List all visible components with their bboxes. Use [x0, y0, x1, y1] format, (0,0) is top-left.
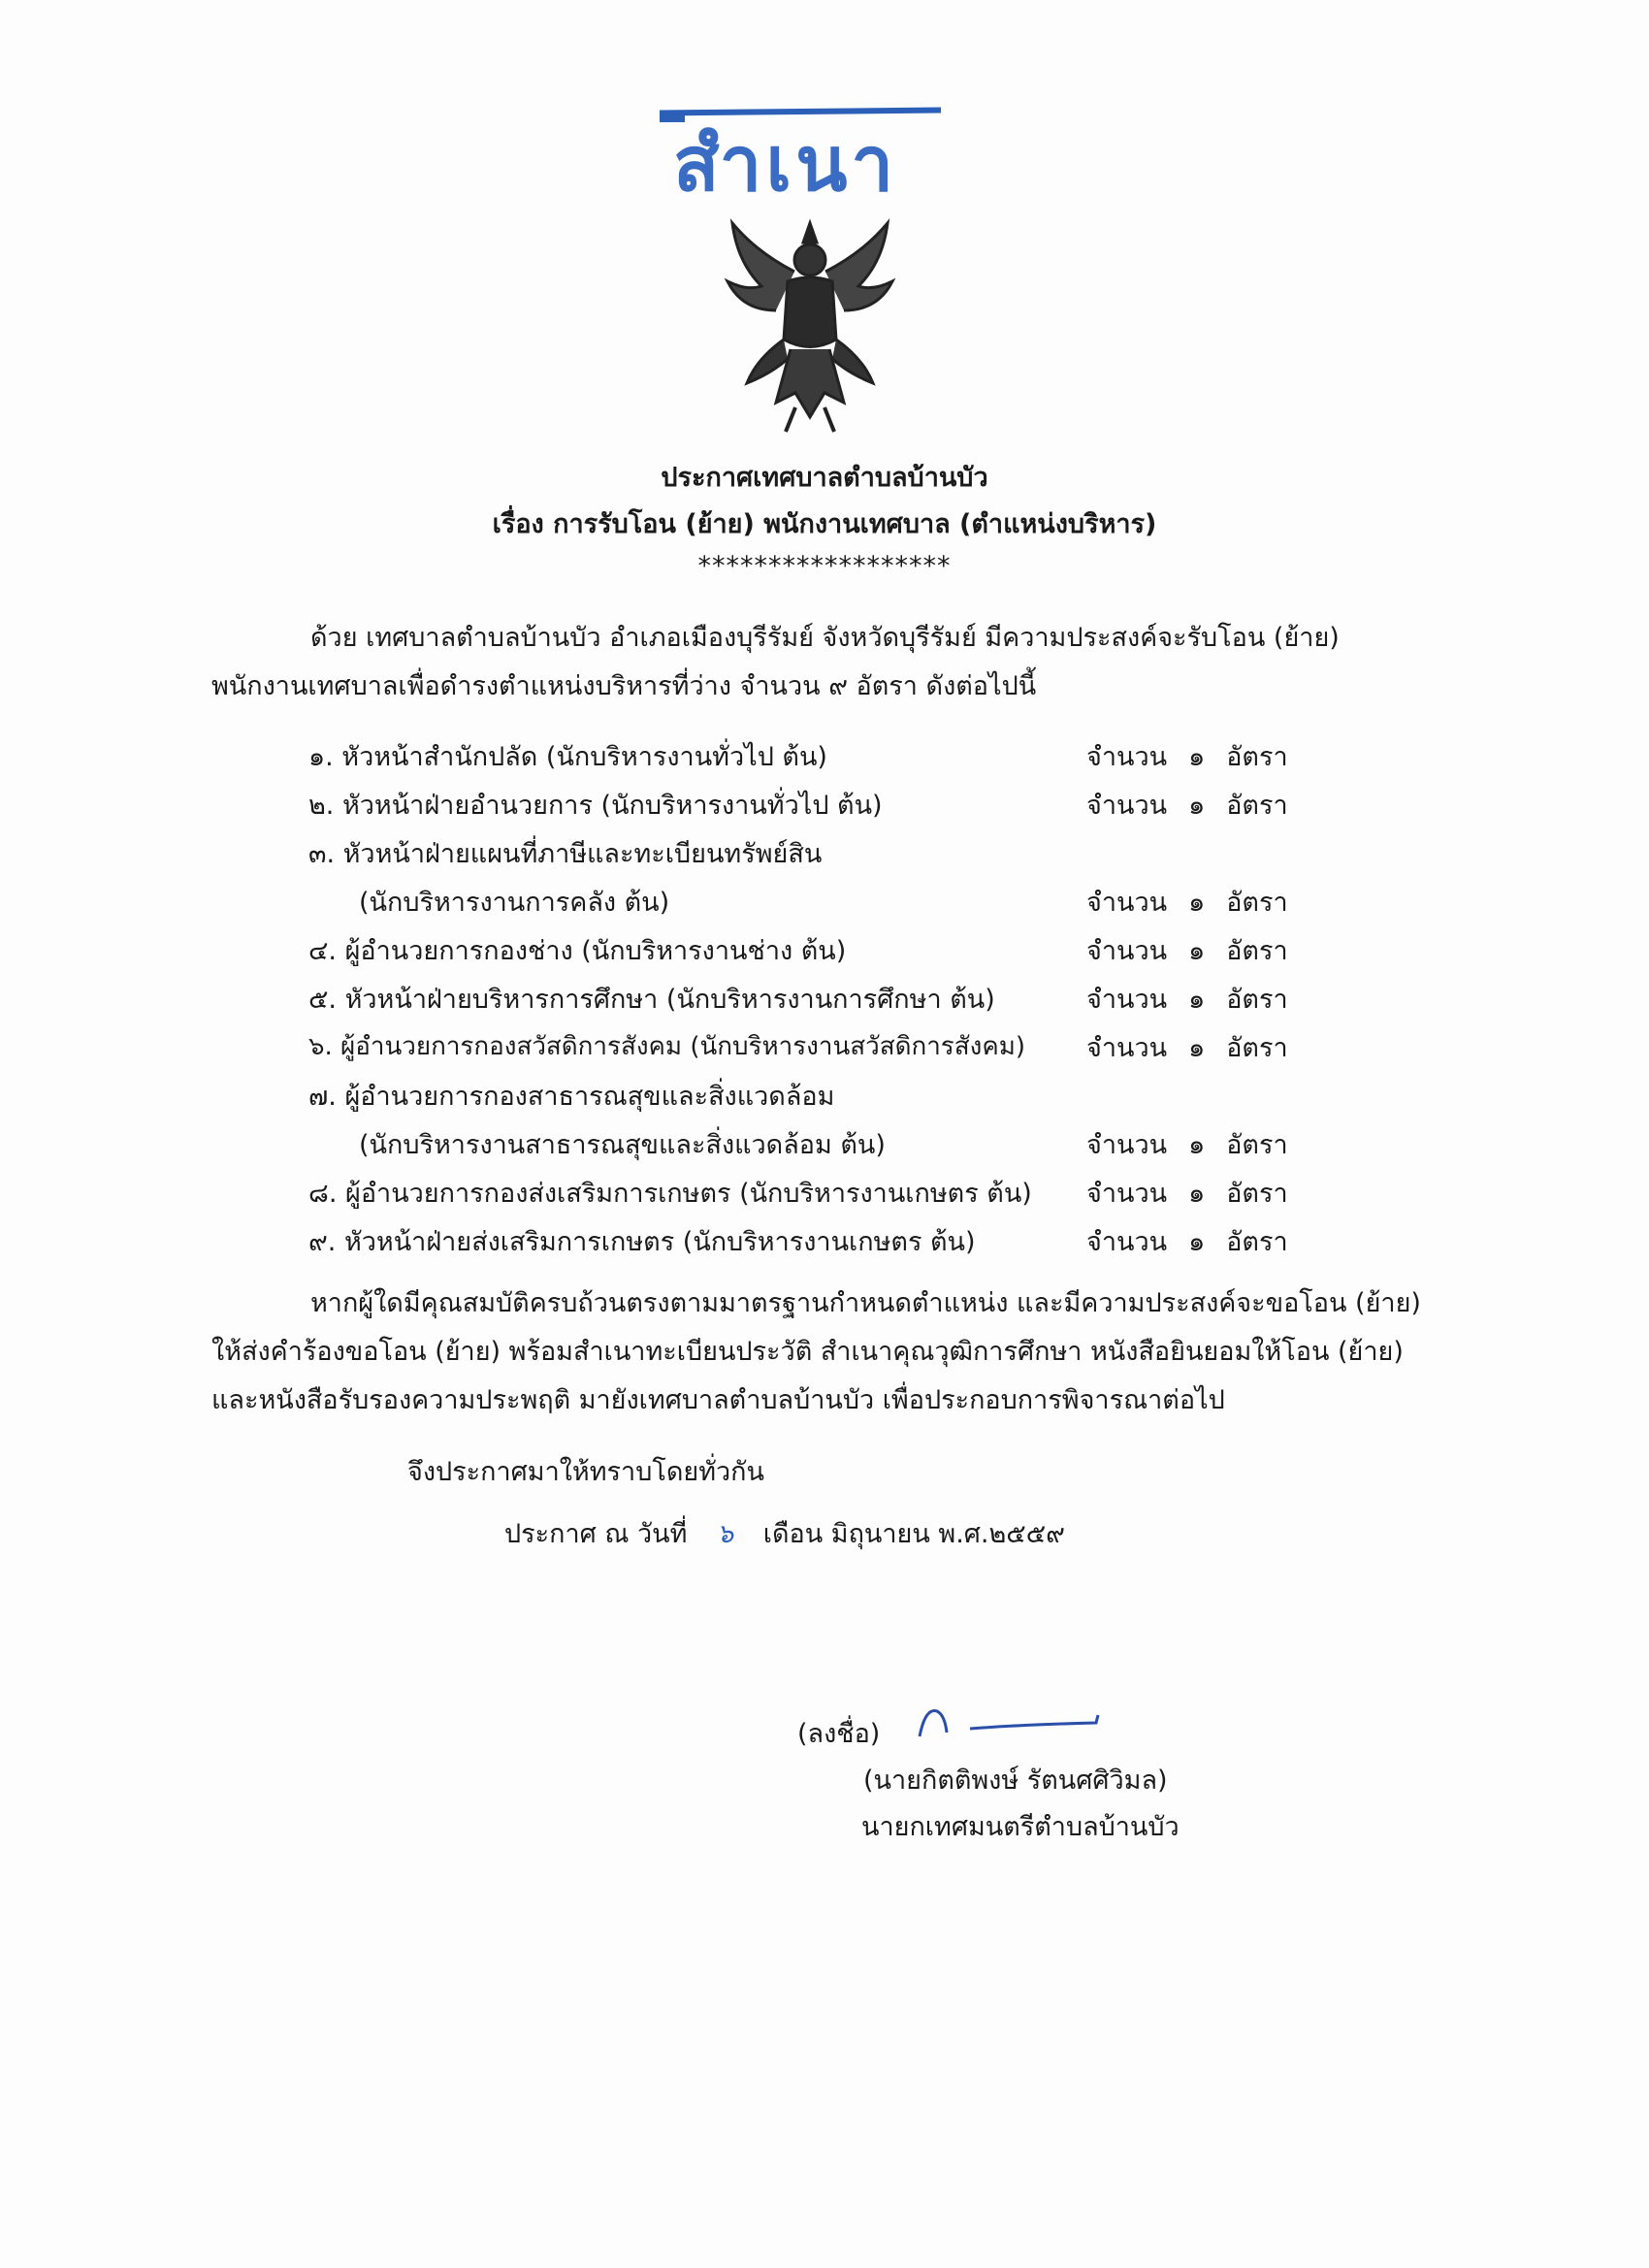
- position-item: ๗. ผู้อำนวยการกองสาธารณสุขและสิ่งแวดล้อม: [308, 1082, 835, 1112]
- announce-date: [504, 1517, 1065, 1552]
- position-qty: จำนวน ๑ อัตรา: [1086, 742, 1288, 772]
- position-qty: จำนวน ๑ อัตรา: [1086, 1130, 1288, 1160]
- body-line-3: และหนังสือรับรองความประพฤติ มายังเทศบาลตำบลบ้านบัว เพื่อประกอบการพิจารณาต่อไป: [211, 1385, 1225, 1415]
- position-qty: จำนวน ๑ อัตรา: [1086, 791, 1288, 821]
- handwritten-signature-icon: [912, 1698, 1116, 1746]
- intro-line-2: พนักงานเทศบาลเพื่อดำรงตำแหน่งบริหารที่ว่าง จำนวน ๙ อัตรา ดังต่อไปนี้: [211, 671, 1037, 701]
- announcement-subject: เรื่อง การรับโอน (ย้าย) พนักงานเทศบาล (ตำแหน่งบริหาร): [492, 509, 1157, 539]
- copy-stamp: [660, 109, 951, 215]
- position-item: ๒. หัวหน้าฝ่ายอำนวยการ (นักบริหารงานทั่วไป ต้น): [308, 791, 883, 821]
- body-line-1: หากผู้ใดมีคุณสมบัติครบถ้วนตรงตามมาตรฐานกำหนดตำแหน่ง และมีความประสงค์จะขอโอน (ย้าย): [310, 1288, 1421, 1318]
- date-suffix: เดือน มิถุนายน พ.ศ.๒๕๕๙: [762, 1519, 1065, 1549]
- closing-line: จึงประกาศมาให้ทราบโดยทั่วกัน: [407, 1457, 764, 1487]
- stamp-text: สำเนา: [673, 121, 898, 209]
- position-item-continued: (นักบริหารงานการคลัง ต้น): [359, 888, 670, 918]
- position-item: ๖. ผู้อำนวยการกองสวัสดิการสังคม (นักบริหารงานสวัสดิการสังคม): [308, 1032, 1026, 1061]
- body-line-2: ให้ส่งคำร้องขอโอน (ย้าย) พร้อมสำเนาทะเบียนประวัติ สำเนาคุณวุฒิการศึกษา หนังสือยินยอมให้โอน (ย้าย): [211, 1337, 1404, 1367]
- position-qty: จำนวน ๑ อัตรา: [1086, 888, 1288, 918]
- stamp-bar: [660, 107, 941, 115]
- date-prefix: ประกาศ ณ วันที่: [504, 1519, 688, 1549]
- announcement-title: ประกาศเทศบาลตำบลบ้านบัว: [661, 463, 988, 493]
- position-item: ๕. หัวหน้าฝ่ายบริหารการศึกษา (นักบริหารงานการศึกษา ต้น): [308, 985, 995, 1015]
- position-qty: จำนวน ๑ อัตรา: [1086, 1179, 1288, 1209]
- position-item: ๙. หัวหน้าฝ่ายส่งเสริมการเกษตร (นักบริหารงานเกษตร ต้น): [308, 1227, 976, 1257]
- position-item: ๘. ผู้อำนวยการกองส่งเสริมการเกษตร (นักบริหารงานเกษตร ต้น): [308, 1179, 1032, 1209]
- signature-label: (ลงชื่อ): [797, 1719, 881, 1749]
- signatory-title: นายกเทศมนตรีตำบลบ้านบัว: [861, 1812, 1180, 1842]
- garuda-emblem-icon: [718, 213, 902, 437]
- position-item: ๓. หัวหน้าฝ่ายแผนที่ภาษีและทะเบียนทรัพย์สิน: [308, 839, 823, 869]
- position-qty: จำนวน ๑ อัตรา: [1086, 985, 1288, 1015]
- date-day: ๖: [717, 1519, 734, 1549]
- position-qty: จำนวน ๑ อัตรา: [1086, 1033, 1288, 1063]
- position-item: ๑. หัวหน้าสำนักปลัด (นักบริหารงานทั่วไป ต้น): [308, 742, 827, 772]
- intro-line-1: ด้วย เทศบาลตำบลบ้านบัว อำเภอเมืองบุรีรัมย์ จังหวัดบุรีรัมย์ มีความประสงค์จะรับโอน (ย้าย): [310, 623, 1340, 653]
- position-item: ๔. ผู้อำนวยการกองช่าง (นักบริหารงานช่าง ต้น): [308, 936, 847, 966]
- position-qty: จำนวน ๑ อัตรา: [1086, 936, 1288, 966]
- position-qty: จำนวน ๑ อัตรา: [1086, 1227, 1288, 1257]
- signatory-name: (นายกิตติพงษ์ รัตนศศิวิมล): [863, 1766, 1168, 1796]
- position-item-continued: (นักบริหารงานสาธารณสุขและสิ่งแวดล้อม ต้น): [359, 1130, 886, 1160]
- stars-divider: ******************: [697, 551, 952, 581]
